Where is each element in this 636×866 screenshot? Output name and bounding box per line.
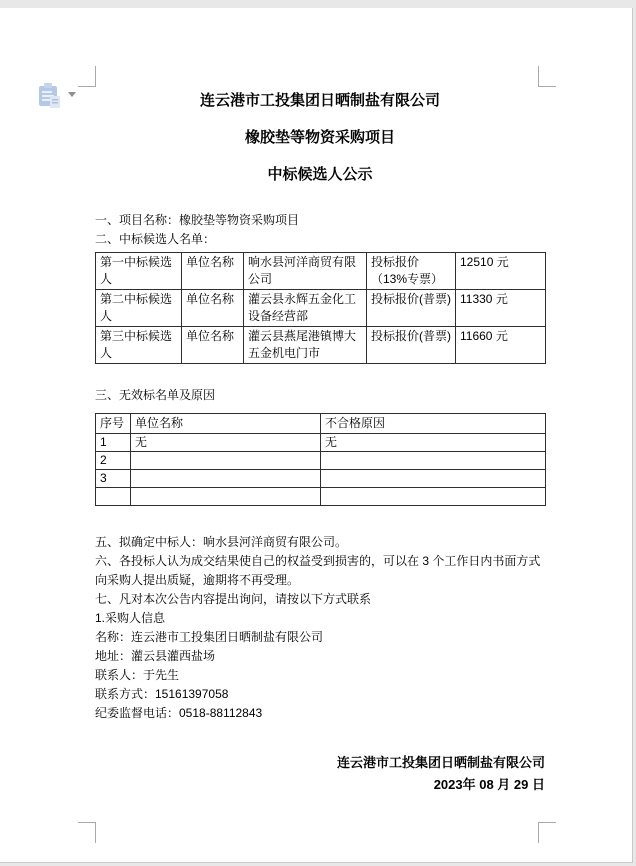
cell-index: 1: [96, 434, 131, 452]
section-objection: 六、各投标人认为成交结果使自己的权益受到损害的，可以在 3 个工作日内书面方式向采购人提出质疑，逾期将不再受理。: [95, 554, 541, 587]
cell-reason: [321, 452, 546, 470]
unit-label: 单位名称: [182, 327, 244, 364]
col-header-index: 序号: [96, 414, 131, 434]
price-value: 11660 元: [456, 327, 546, 364]
signature-block: [95, 752, 545, 796]
contact-phone: 联系方式：15161397058: [95, 687, 229, 701]
cell-index: 3: [96, 470, 131, 488]
table-header-row: [96, 414, 546, 434]
paste-options-button[interactable]: [36, 82, 78, 114]
title-project: 橡胶垫等物资采购项目: [244, 129, 395, 146]
title-company: 连云港市工投集团日晒制盐有限公司: [199, 92, 440, 109]
candidates-table: [95, 252, 546, 364]
cell-index: [96, 488, 131, 506]
chevron-down-icon[interactable]: [68, 92, 76, 97]
unit-name: 响水县河洋商贸有限公司: [244, 253, 367, 290]
signature-company: 连云港市工投集团日晒制盐有限公司: [336, 755, 545, 770]
unit-name: 灌云县燕尾港镇博大五金机电门市: [244, 327, 367, 364]
contact-person: 联系人：于先生: [95, 668, 180, 682]
cell-reason: [321, 470, 546, 488]
contact-address: 地址：灌云县灌西盐场: [95, 649, 216, 663]
cell-unit: [131, 470, 321, 488]
cell-unit: [131, 452, 321, 470]
candidate-rank: 第三中标候选人: [96, 327, 182, 364]
section-project-name: 一、项目名称：橡胶垫等物资采购项目: [95, 213, 300, 227]
table-row: [96, 253, 546, 290]
section-candidates-heading: 二、中标候选人名单：: [95, 232, 216, 246]
cell-unit: [131, 488, 321, 506]
price-value: 11330 元: [456, 290, 546, 327]
cell-reason: 无: [321, 434, 546, 452]
document-page: [0, 8, 633, 863]
unit-label: 单位名称: [182, 253, 244, 290]
table-row: [96, 434, 546, 452]
table-row: [96, 327, 546, 364]
invalid-bids-table: [95, 413, 546, 506]
document-title-block: [95, 91, 545, 185]
table-row: [96, 488, 546, 506]
text-boundary-mark-bottom-left: [78, 822, 96, 843]
text-boundary-mark-top-left: [78, 66, 96, 87]
section-invalid-heading: 三、无效标名单及原因: [95, 388, 216, 402]
unit-name: 灌云县永辉五金化工设备经营部: [244, 290, 367, 327]
section-winner: 五、拟确定中标人：响水县河洋商贸有限公司。: [95, 535, 348, 549]
unit-label: 单位名称: [182, 290, 244, 327]
contact-name: 名称：连云港市工投集团日晒制盐有限公司: [95, 630, 324, 644]
candidate-rank: 第一中标候选人: [96, 253, 182, 290]
price-value: 12510 元: [456, 253, 546, 290]
text-boundary-mark-bottom-right: [538, 822, 556, 843]
cell-reason: [321, 488, 546, 506]
contact-supervision-phone: 纪委监督电话：0518-88112843: [95, 706, 263, 720]
price-label: 投标报价(普票): [367, 327, 456, 364]
table-row: [96, 452, 546, 470]
contact-heading: 1.采购人信息: [95, 611, 166, 625]
candidate-rank: 第二中标候选人: [96, 290, 182, 327]
document-content: [95, 79, 545, 796]
title-notice: 中标候选人公示: [267, 166, 373, 183]
table-row: [96, 470, 546, 488]
signature-date: 2023年 08 月 29 日: [433, 777, 545, 792]
price-label: 投标报价（13%专票）: [367, 253, 456, 290]
table-row: [96, 290, 546, 327]
cell-unit: 无: [131, 434, 321, 452]
section-inquiry: 七、凡对本次公告内容提出询问，请按以下方式联系: [95, 592, 372, 606]
col-header-reason: 不合格原因: [321, 414, 546, 434]
col-header-unit: 单位名称: [131, 414, 321, 434]
price-label: 投标报价(普票): [367, 290, 456, 327]
cell-index: 2: [96, 452, 131, 470]
